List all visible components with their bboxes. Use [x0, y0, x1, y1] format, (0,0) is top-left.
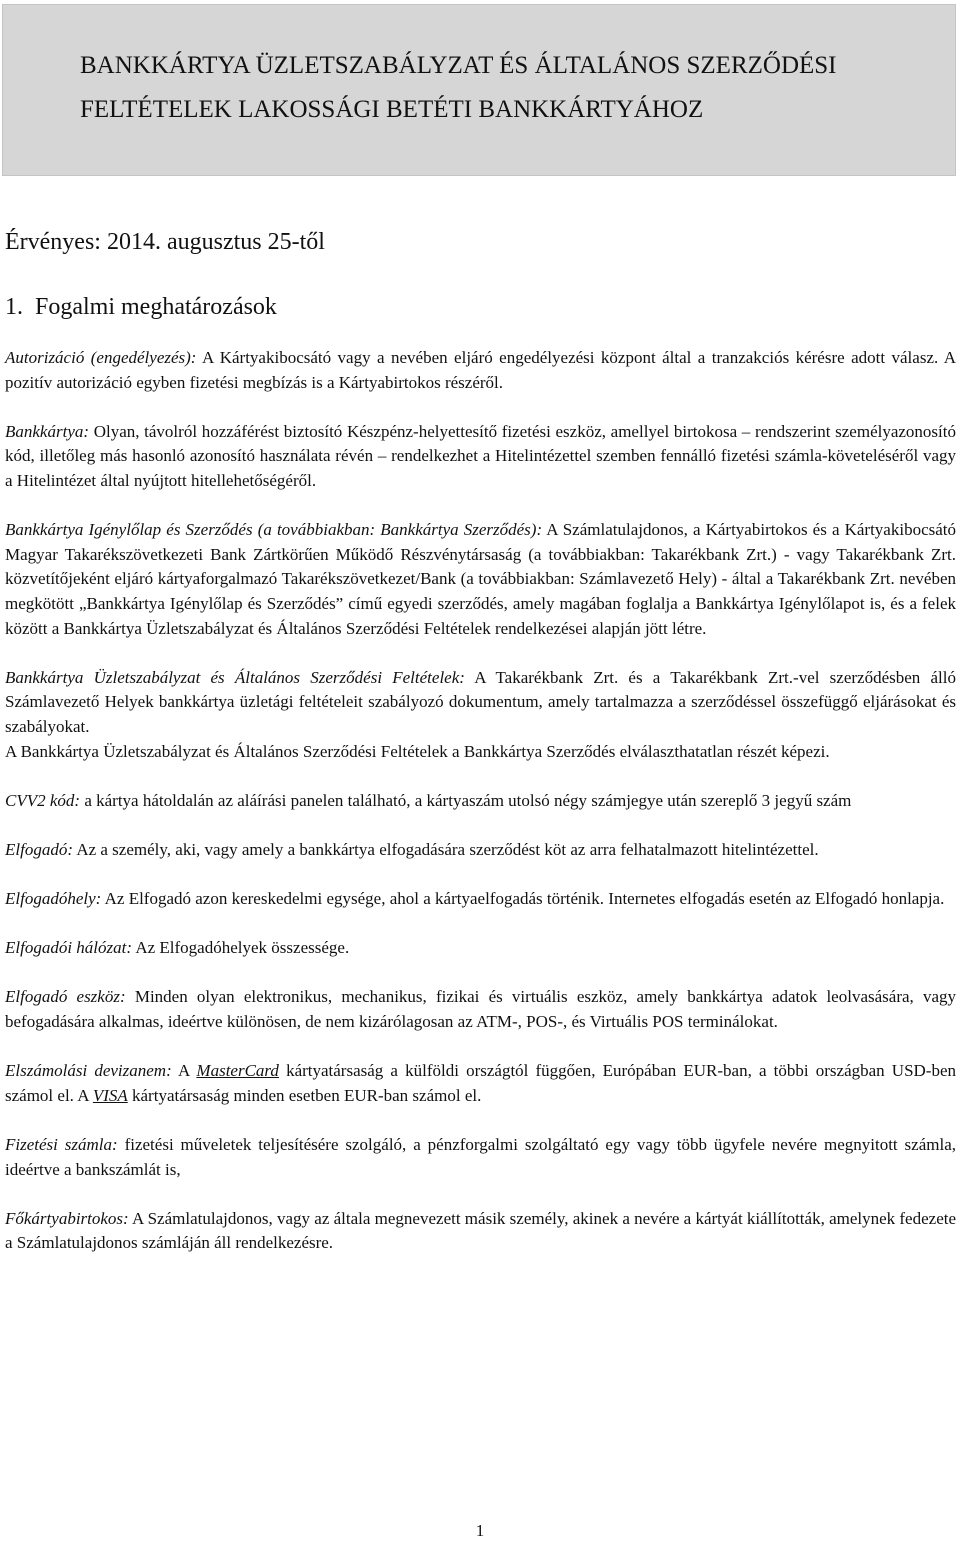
definition-igenylolap [5, 518, 956, 641]
definition-elfogado [5, 838, 956, 863]
definition-elfogadoi-halozat [5, 936, 956, 961]
definition-text: A Számlatulajdonos, a Kártyabirtokos és a Kártyakibocsátó Magyar Takarékszövetkezeti Bank Zártkörűen Működő Részvénytársaság (a továbbiakban: Takarékbank Zrt.) - vagy Takarékbank Zrt. közvetítőjeként eljáró kártyaforgalmazó Takarékszövetkezet/Bank (a továbbiakban: Számlavezető Hely) - által a Takarékbank Zrt. nevében megkötött „Bankkártya Igénylőlap és Szerződés” című egyedi szerződés, amely magában foglalja a Bankkártya Igénylőlapot is, és a felek között a Bankkártya Üzletszabályzat és Általános Szerződési Feltételek rendelkezései alapján jött létre. [5, 520, 956, 638]
definition-autorizacio [5, 346, 956, 395]
definition-elfogadohely [5, 887, 956, 912]
definition-text: Az a személy, aki, vagy amely a bankkártya elfogadására szerződést köt az arra felhatalmazott hitelintézettel. [76, 839, 819, 859]
definition-term: Elfogadói hálózat: [5, 938, 133, 958]
definition-term: Elfogadó: [5, 839, 73, 859]
brand-mastercard: MasterCard [196, 1061, 279, 1081]
definition-uzletszabalyzat [5, 666, 956, 740]
definition-term: Bankkártya Igénylőlap és Szerződés (a továbbiakban: Bankkártya Szerződés): [5, 520, 543, 540]
definition-term: Elfogadóhely: [5, 889, 102, 909]
validity-date: Érvényes: 2014. augusztus 25-től [5, 229, 325, 255]
definition-fizetesi-szamla [5, 1133, 956, 1182]
section-number: 1. [5, 294, 23, 320]
definition-cvv2 [5, 789, 956, 814]
document-title-box [2, 4, 956, 176]
definition-uzletszabalyzat-continued [5, 740, 956, 765]
definition-text: A [177, 1061, 190, 1081]
definition-term: Elszámolási devizanem: [5, 1061, 172, 1081]
definition-text: Az Elfogadó azon kereskedelmi egysége, ahol a kártyaelfogadás történik. Internetes elfogadás esetén az Elfogadó honlapja. [104, 889, 945, 909]
definition-term: Bankkártya Üzletszabályzat és Általános Szerződési Feltételek: [5, 667, 465, 687]
definition-elszamolasi-devizanem [5, 1059, 956, 1108]
page-number: 1 [475, 1521, 485, 1540]
definition-term: Fizetési számla: [5, 1135, 118, 1154]
definition-text: fizetési műveletek teljesítésére szolgáló, a pénzforgalmi szolgáltató egy vagy több ügyfele nevére megnyitott számla, ideértve a bankszámlát is, [5, 1135, 956, 1179]
definition-term: Elfogadó eszköz: [5, 987, 126, 1007]
definition-text: Az Elfogadóhelyek összessége. [135, 938, 350, 958]
section-title: Fogalmi meghatározások [35, 294, 277, 320]
definition-text: a kártya hátoldalán az aláírási panelen található, a kártyaszám utolsó négy számjegye után szereplő 3 jegyű szám [84, 790, 852, 810]
definition-text: kártyatársaság minden esetben EUR-ban számol el. [132, 1085, 482, 1105]
section-heading [5, 291, 277, 323]
definition-text: A Takarékbank Zrt. és a Takarékbank Zrt.-vel szerződésben álló Számlavezető Helyek bankkártya üzletági feltételeit szabályozó dokumentum, amely tartalmazza a szerződéssel összefüggő eljárásokat és szabályokat. [5, 667, 956, 736]
definition-text: A Számlatulajdonos, vagy az általa megnevezett másik személy, akinek a nevére a kártyát kiállították, amelynek fedezete a Számlatulajdonos számláján áll rendelkezésre. [5, 1208, 957, 1253]
definitions-list [5, 346, 956, 1281]
definition-text: Olyan, távolról hozzáférést biztosító Készpénz-helyettesítő fizetési eszköz, amellyel birtokosa – rendszerint személyazonosító kód, illetőleg más hasonló azonosító használata révén – rendelkezhet a Hitelintézettel szemben fennálló fizetési számla-követeléséről vagy a Hitelintézet által nyújtott hitellehetőségéről. [5, 421, 956, 490]
brand-visa: VISA [92, 1085, 128, 1105]
definition-term: Főkártyabirtokos: [5, 1208, 129, 1228]
definition-text: Minden olyan elektronikus, mechanikus, fizikai és virtuális eszköz, amely bankkártya adatok leolvasására, vagy befogadására alkalmas, ideértve különösen, de nem kizárólagosan az ATM-, POS-, és Virtuális POS terminálokat. [5, 987, 957, 1032]
definition-elfogado-eszkoz [5, 985, 956, 1034]
definition-text: kártyatársaság a külföldi országtól függően, Európában EUR-ban, a többi országban USD-ben számol el. A [5, 1061, 957, 1105]
definition-fokartyabirtokos [5, 1207, 956, 1256]
document-title-line-1: BANKKÁRTYA ÜZLETSZABÁLYZAT ÉS ÁLTALÁNOS SZERZŐDÉSI [80, 52, 837, 79]
definition-term: CVV2 kód: [5, 790, 81, 810]
definition-text: A Kártyakibocsátó vagy a nevében eljáró engedélyezési központ által a tranzakciós kérésre adott válasz. A pozitív autorizáció egyben fizetési megbízás is a Kártyabirtokos részéről. [5, 348, 957, 392]
definition-term: Autorizáció (engedélyezés): [5, 348, 197, 367]
definition-bankkartya [5, 420, 956, 494]
document-title-line-2: FELTÉTELEK LAKOSSÁGI BETÉTI BANKKÁRTYÁHOZ [80, 96, 704, 123]
definition-term: Bankkártya: [5, 421, 90, 441]
definition-text: A Bankkártya Üzletszabályzat és Általános Szerződési Feltételek a Bankkártya Szerződés elválaszthatatlan részét képezi. [5, 741, 830, 761]
